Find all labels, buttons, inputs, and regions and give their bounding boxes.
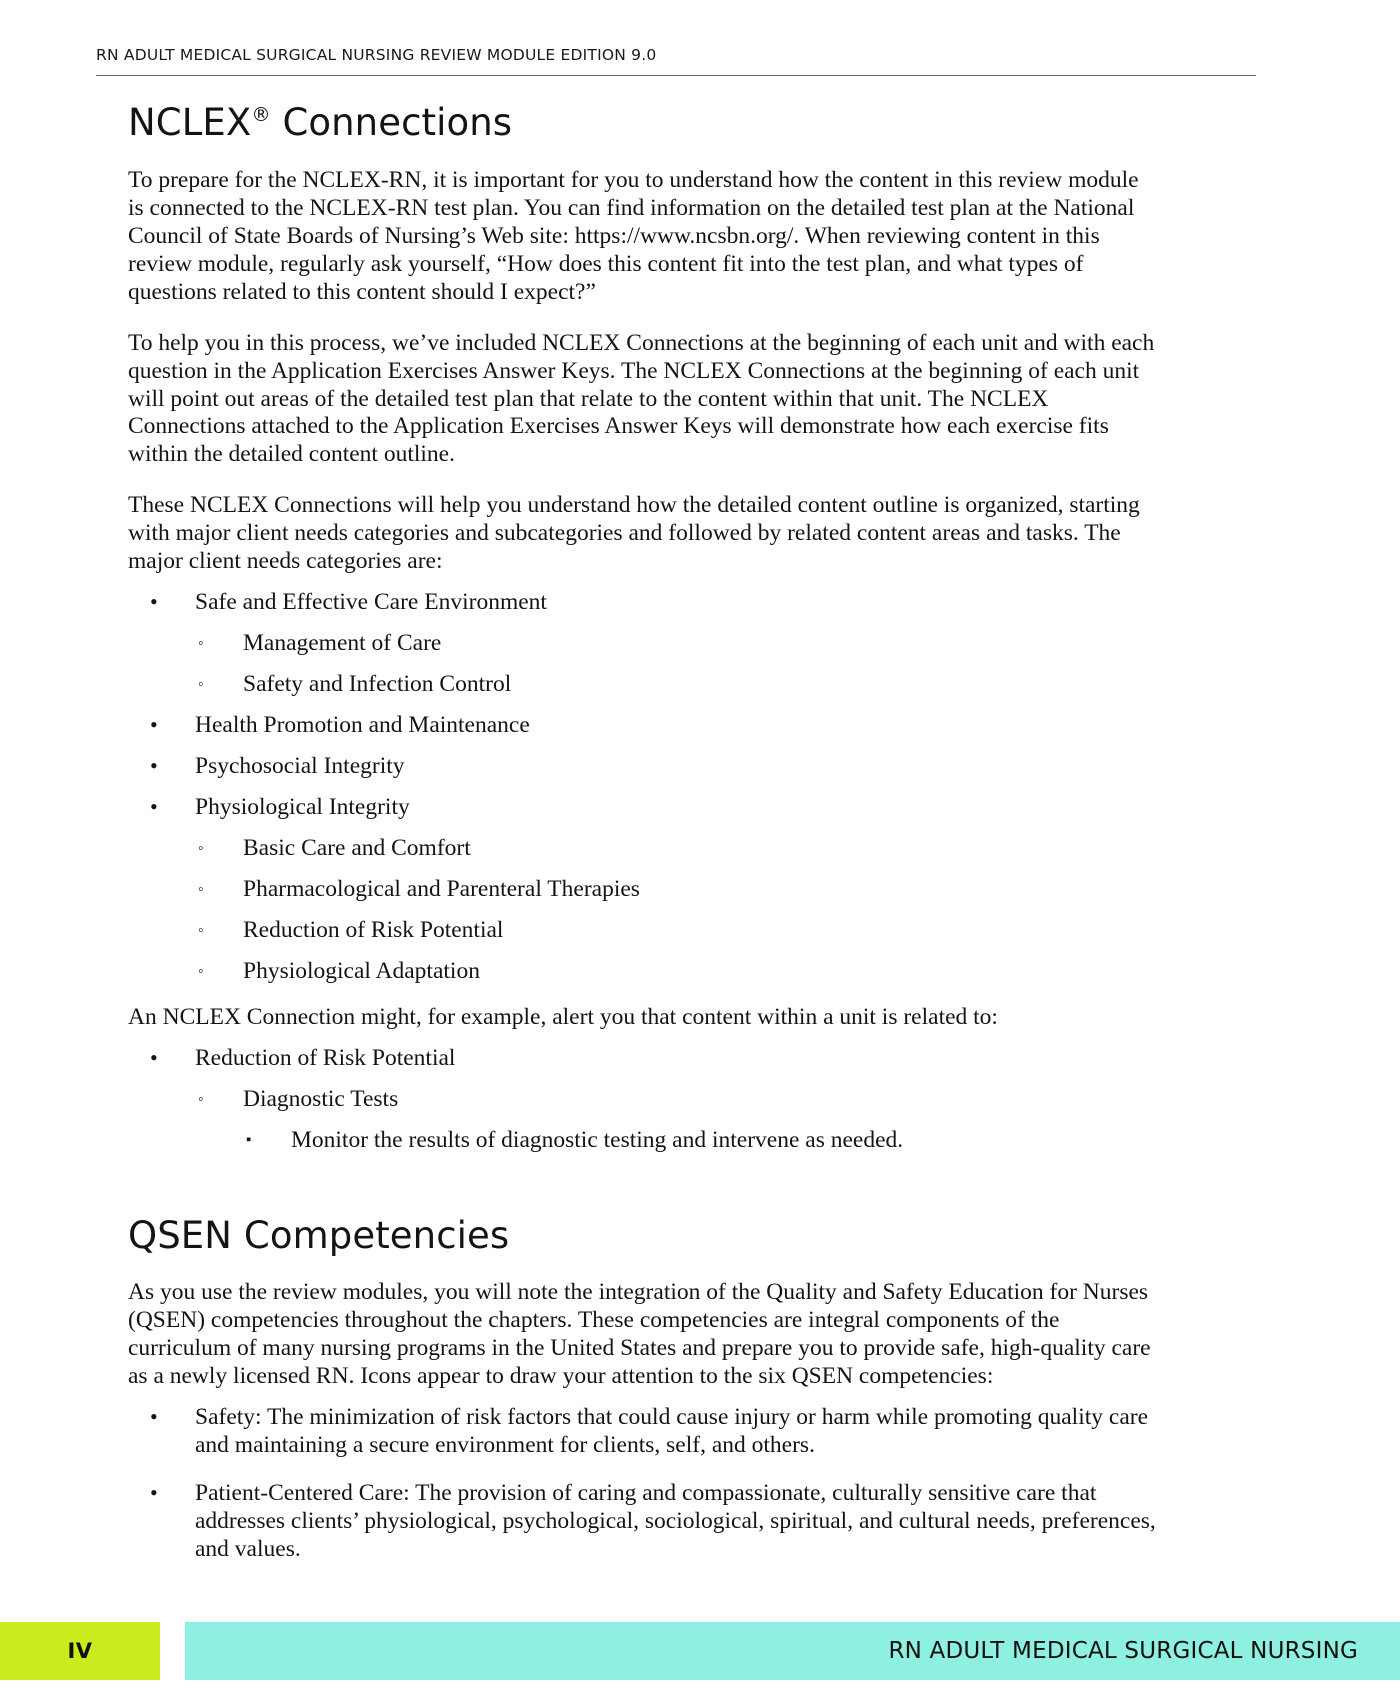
list-item <box>150 1404 1158 1460</box>
client-needs-list <box>150 589 1158 986</box>
qsen-paragraph-1: As you use the review modules, you will note the integration of the Quality and Safety Education for Nurses (QSEN) competencies throughout the chapters. These competencies are integral components of the curriculum of many nursing programs in the United States and prepare you to provide safe, high-quality care as a newly licensed RN. Icons appear to draw your attention to the six QSEN competencies: <box>128 1279 1151 1390</box>
list-item-label: Reduction of Risk Potential <box>195 1044 456 1071</box>
list-item-label: Monitor the results of diagnostic testing and intervene as needed. <box>291 1126 904 1153</box>
bullet-disc-icon: • <box>150 589 158 615</box>
list-item <box>150 712 1158 740</box>
footer-title: RN ADULT MEDICAL SURGICAL NURSING <box>888 1638 1358 1664</box>
bullet-circle-icon: ◦ <box>198 676 204 694</box>
bullet-circle-icon: ◦ <box>198 921 204 939</box>
page-footer <box>0 1622 1400 1700</box>
bullet-disc-icon: • <box>150 712 158 738</box>
page-title-qsen-competencies: QSEN Competencies <box>128 1213 510 1257</box>
nclex-example-intro: An NCLEX Connection might, for example, alert you that content within a unit is related to: <box>128 1003 998 1030</box>
running-head: RN ADULT MEDICAL SURGICAL NURSING REVIEW MODULE EDITION 9.0 <box>96 46 1256 76</box>
client-needs-sublist <box>150 630 1158 699</box>
list-item-label: Safety and Infection Control <box>243 671 512 698</box>
client-needs-list-block <box>128 589 1158 986</box>
bullet-disc-icon: • <box>150 1404 158 1430</box>
page-title-nclex-connections <box>128 101 1158 144</box>
nclex-paragraph-1: To prepare for the NCLEX-RN, it is important for you to understand how the content in this review module is connected to the NCLEX-RN test plan. You can find information on the detailed test plan at the National Council of State Boards of Nursing’s Web site: https://www.ncsbn.org/. When reviewing content in this review module, regularly ask yourself, “How does this content fit into the test plan, and what types of questions related to this content should I expect?” <box>128 166 1139 305</box>
list-item <box>198 958 1158 986</box>
qsen-competencies-list-block <box>128 1404 1158 1564</box>
list-item-label: Management of Care <box>243 630 442 657</box>
list-item-label: Patient-Centered Care: The provision of caring and compassionate, culturally sensitive care that addresses clients’ physiological, psychological, sociological, spiritual, and cultural needs, preferences, and values. <box>195 1480 1156 1563</box>
nclex-title-rest: Connections <box>270 101 513 144</box>
physiological-integrity-sublist <box>150 835 1158 986</box>
list-item <box>198 671 1158 699</box>
list-item <box>150 589 1158 617</box>
list-item <box>198 630 1158 658</box>
list-item <box>198 1086 1158 1114</box>
footer-page-number-box <box>0 1622 160 1680</box>
bullet-circle-icon: ◦ <box>198 962 204 980</box>
qsen-competencies-list <box>150 1404 1158 1564</box>
list-item-label: Safe and Effective Care Environment <box>195 589 547 616</box>
bullet-circle-icon: ◦ <box>198 839 204 857</box>
list-item <box>150 1480 1158 1564</box>
bullet-disc-icon: • <box>150 753 158 779</box>
list-item-label: Psychosocial Integrity <box>195 753 405 780</box>
list-item <box>150 794 1158 822</box>
nclex-example-subsublist <box>198 1127 1158 1155</box>
list-item-label: Physiological Adaptation <box>243 957 480 984</box>
list-item <box>198 876 1158 904</box>
nclex-example-tree-block <box>128 1045 1158 1155</box>
bullet-circle-icon: ◦ <box>198 1090 204 1108</box>
bullet-disc-icon: • <box>150 1044 158 1070</box>
list-item <box>150 1045 1158 1073</box>
bullet-disc-icon: • <box>150 1480 158 1506</box>
list-item <box>198 917 1158 945</box>
bullet-circle-icon: ◦ <box>198 635 204 653</box>
nclex-paragraph-3: These NCLEX Connections will help you understand how the detailed content outline is organized, starting with major client needs categories and subcategories and followed by related content areas and tasks. The major client needs categories are: <box>128 492 1140 575</box>
list-item-label: Reduction of Risk Potential <box>243 916 504 943</box>
list-item <box>246 1127 1158 1155</box>
list-item-label: Physiological Integrity <box>195 794 410 820</box>
nclex-paragraph-2: To help you in this process, we’ve included NCLEX Connections at the beginning of each unit and with each question in the Application Exercises Answer Keys. The NCLEX Connections at the beginning of each unit will point out areas of the detailed test plan that relate to the content within that unit. The NCLEX Connections attached to the Application Exercises Answer Keys will demonstrate how each exercise fits within the detailed content outline. <box>128 329 1155 468</box>
footer-title-bar <box>185 1622 1400 1680</box>
list-item-label: Safety: The minimization of risk factors that could cause injury or harm while promoting quality care and maintaining a secure environment for clients, self, and others. <box>195 1404 1149 1459</box>
list-item <box>150 753 1158 781</box>
list-item <box>198 835 1158 863</box>
list-item-label: Basic Care and Comfort <box>243 834 471 861</box>
list-item-label: Diagnostic Tests <box>243 1085 399 1112</box>
bullet-circle-icon: ◦ <box>198 880 204 898</box>
page-number: IV <box>67 1639 93 1663</box>
bullet-square-icon: ▪ <box>246 1131 252 1148</box>
bullet-disc-icon: • <box>150 794 158 819</box>
list-item-label: Pharmacological and Parenteral Therapies <box>243 875 640 902</box>
nclex-title-main: NCLEX <box>128 101 252 144</box>
registered-trademark-icon: ® <box>251 103 271 127</box>
page-body <box>128 101 1158 1584</box>
nclex-example-tree <box>150 1045 1158 1155</box>
nclex-example-sublist <box>150 1086 1158 1155</box>
list-item-label: Health Promotion and Maintenance <box>195 712 530 739</box>
